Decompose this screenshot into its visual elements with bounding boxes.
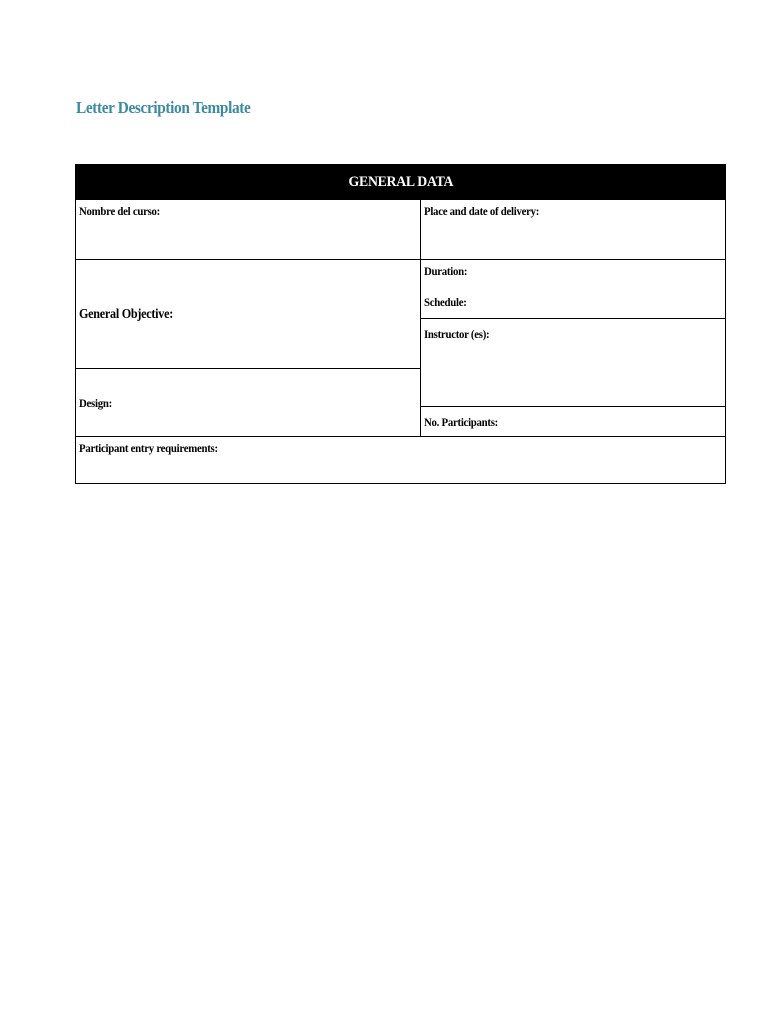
general-data-table [75,164,726,484]
design-label: Design: [79,395,112,410]
participants-cell[interactable] [421,407,726,437]
entry-requirements-cell[interactable] [76,437,726,484]
participants-label: No. Participants: [424,414,499,429]
instructor-label: Instructor (es): [424,327,490,341]
general-objective-label: General Objective: [79,306,173,321]
entry-requirements-label: Participant entry requirements: [79,441,218,455]
place-date-cell[interactable] [421,200,726,260]
place-date-label: Place and date of delivery: [424,204,540,218]
course-name-cell[interactable] [76,200,421,260]
document-title: Letter Description Template [76,98,251,117]
duration-label: Duration: [424,264,468,278]
design-cell[interactable] [76,369,421,437]
table-header-label: GENERAL DATA [348,174,453,190]
course-name-label: Nombre del curso: [79,204,160,218]
instructor-cell[interactable] [421,319,726,407]
schedule-label: Schedule: [424,295,467,309]
general-objective-cell[interactable] [76,260,421,369]
duration-schedule-cell[interactable] [421,260,726,319]
table-header [76,165,726,200]
